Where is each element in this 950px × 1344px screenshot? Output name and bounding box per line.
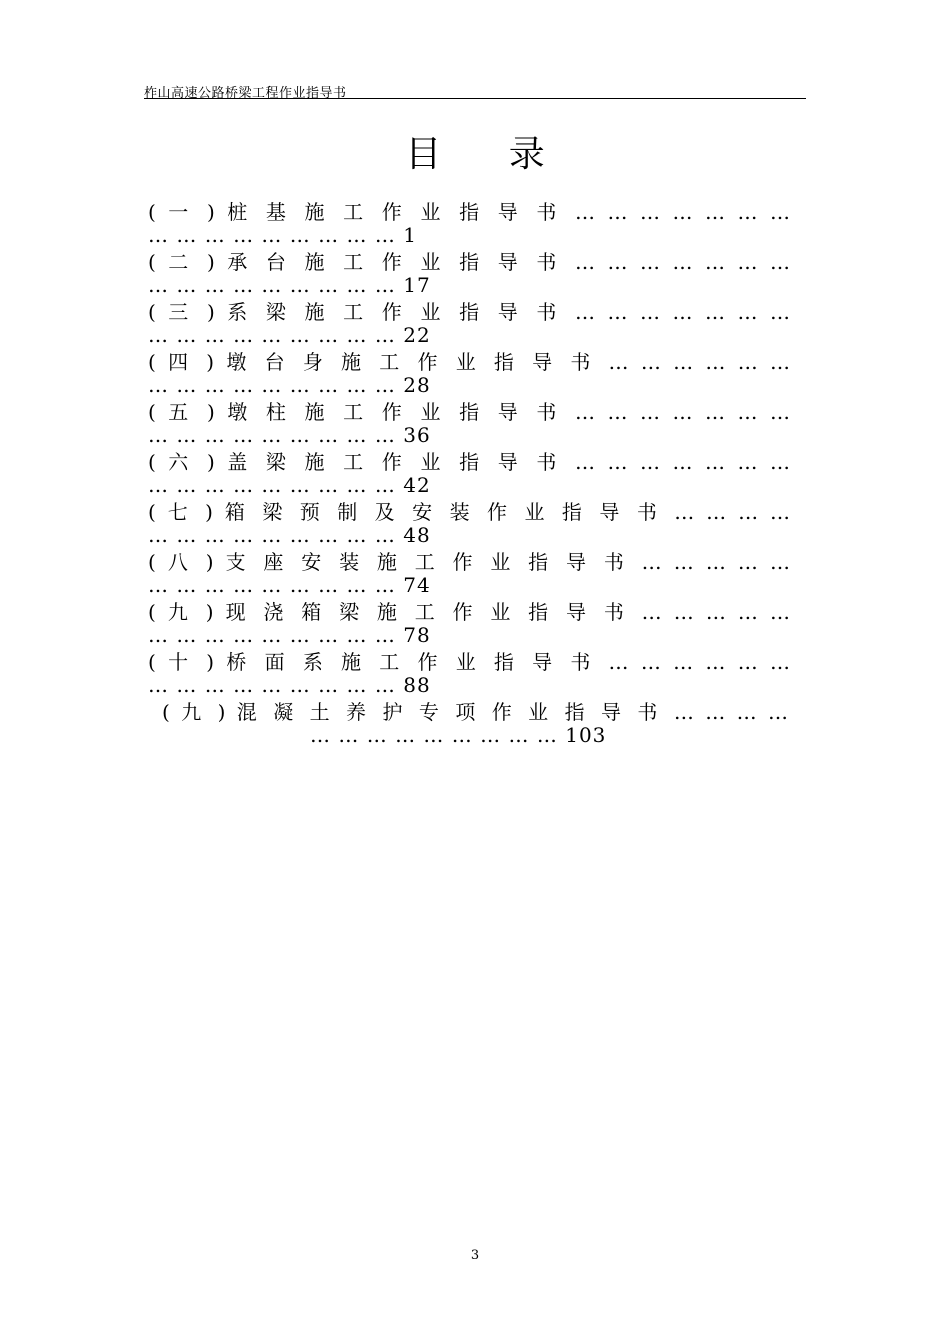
toc-entry-title: ( 七 ) 箱 梁 预 制 及 安 装 作 业 指 导 书 … … … … <box>148 500 790 524</box>
toc-entry[interactable] <box>148 198 790 248</box>
toc-entry[interactable] <box>148 548 790 598</box>
toc-entry-title: ( 一 ) 桩 基 施 工 作 业 指 导 书 … … … … … … … <box>148 200 790 224</box>
toc-entry[interactable] <box>148 498 790 548</box>
toc-entry[interactable] <box>148 348 790 398</box>
running-header: 柞山高速公路桥梁工程作业指导书 <box>144 86 347 101</box>
toc-entry-title: ( 九 ) 现 浇 箱 梁 施 工 作 业 指 导 书 … … … … … <box>148 600 790 624</box>
toc-entry-page-leader: … … … … … … … … … 88 <box>148 673 431 697</box>
toc-entry[interactable] <box>148 398 790 448</box>
toc-entry-title: ( 三 ) 系 梁 施 工 作 业 指 导 书 … … … … … … … <box>148 300 790 324</box>
toc-entry-title: ( 二 ) 承 台 施 工 作 业 指 导 书 … … … … … … … <box>148 250 790 274</box>
toc-entry[interactable] <box>148 598 790 648</box>
page-number: 3 <box>470 1248 480 1263</box>
toc-entry-title: ( 五 ) 墩 柱 施 工 作 业 指 导 书 … … … … … … … <box>148 400 790 424</box>
toc-entry-page-leader: … … … … … … … … … 48 <box>148 523 431 547</box>
toc-entry-title: ( 八 ) 支 座 安 装 施 工 作 业 指 导 书 … … … … … <box>148 550 790 574</box>
toc-entry[interactable] <box>148 448 790 498</box>
toc-entry[interactable] <box>148 648 790 698</box>
toc-entry-page-leader: … … … … … … … … … 74 <box>148 573 431 597</box>
toc-entry-title: ( 九 ) 混 凝 土 养 护 专 项 作 业 指 导 书 … … … … <box>162 700 788 724</box>
table-of-contents <box>148 198 790 748</box>
toc-entry[interactable] <box>148 698 790 748</box>
toc-entry-title: ( 六 ) 盖 梁 施 工 作 业 指 导 书 … … … … … … … <box>148 450 790 474</box>
header-divider <box>144 98 806 99</box>
toc-entry-page-leader: … … … … … … … … … 28 <box>148 373 431 397</box>
toc-entry-page-leader: … … … … … … … … … 17 <box>148 273 431 297</box>
toc-entry-page-leader: … … … … … … … … … 22 <box>148 323 431 347</box>
toc-entry-page-leader: … … … … … … … … … 103 <box>310 723 607 747</box>
toc-entry[interactable] <box>148 248 790 298</box>
toc-entry-title: ( 四 ) 墩 台 身 施 工 作 业 指 导 书 … … … … … … <box>148 350 790 374</box>
toc-entry-page-leader: … … … … … … … … … 42 <box>148 473 431 497</box>
toc-title: 目 录 <box>405 134 573 175</box>
toc-entry-title: ( 十 ) 桥 面 系 施 工 作 业 指 导 书 … … … … … … <box>148 650 790 674</box>
toc-entry-page-leader: … … … … … … … … … 78 <box>148 623 431 647</box>
toc-entry-page-leader: … … … … … … … … … 1 <box>148 223 417 247</box>
toc-entry-page-leader: … … … … … … … … … 36 <box>148 423 431 447</box>
toc-entry[interactable] <box>148 298 790 348</box>
